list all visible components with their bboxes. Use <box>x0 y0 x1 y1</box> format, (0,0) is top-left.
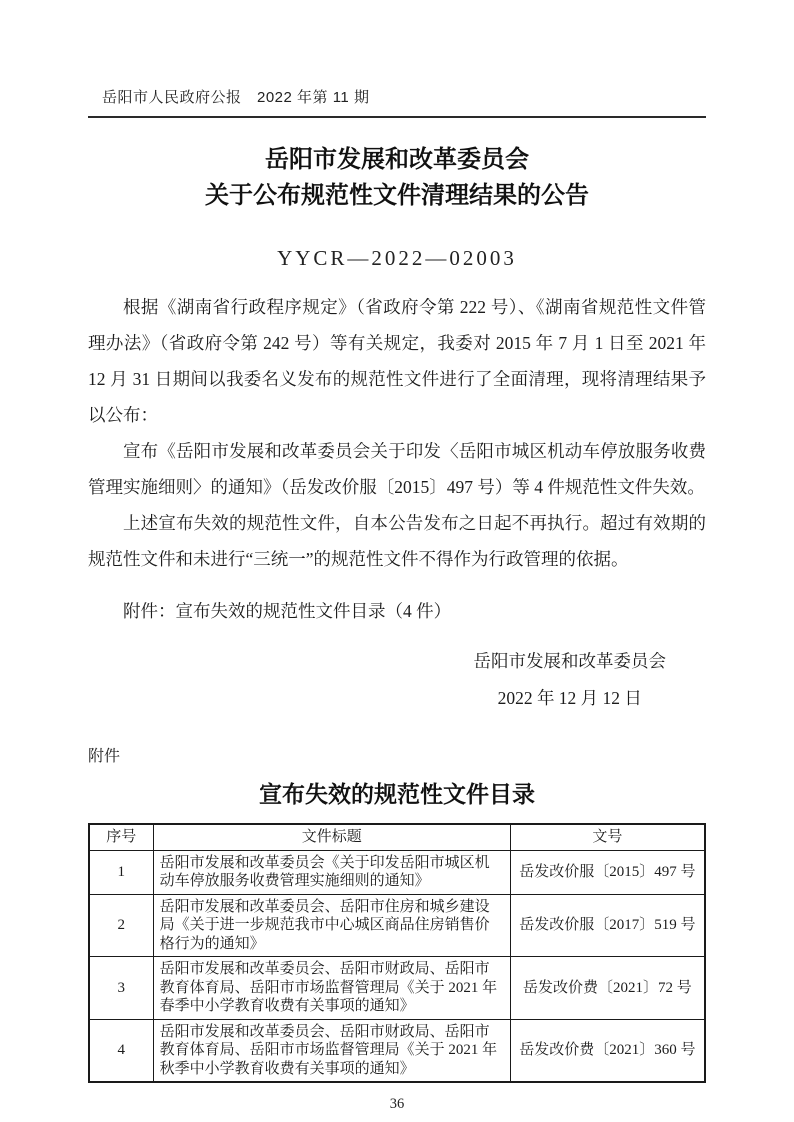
row-file-title: 岳阳市发展和改革委员会、岳阳市财政局、岳阳市教育体育局、岳阳市市场监督管理局《关于 2021 年春季中小学教育收费有关事项的通知》 <box>153 957 510 1020</box>
table-header-index: 序号 <box>89 824 153 850</box>
table-header-file-title: 文件标题 <box>153 824 510 850</box>
signature-block <box>88 643 706 717</box>
signature-organization: 岳阳市发展和改革委员会 <box>473 651 666 671</box>
row-file-title: 岳阳市发展和改革委员会、岳阳市财政局、岳阳市教育体育局、岳阳市市场监督管理局《关于 2021 年秋季中小学教育收费有关事项的通知》 <box>153 1019 510 1082</box>
row-index: 3 <box>89 957 153 1020</box>
row-file-title: 岳阳市发展和改革委员会《关于印发岳阳市城区机动车停放服务收费管理实施细则的通知》 <box>153 850 510 894</box>
table-header-row <box>89 824 705 850</box>
page-number: 36 <box>389 1096 405 1112</box>
table-row <box>89 894 705 957</box>
table-row <box>89 957 705 1020</box>
table-title: 宣布失效的规范性文件目录 <box>259 782 535 807</box>
row-doc-number: 岳发改价服〔2015〕497 号 <box>510 850 705 894</box>
table-row <box>89 1019 705 1082</box>
table-header-doc-number: 文号 <box>510 824 705 850</box>
row-file-title: 岳阳市发展和改革委员会、岳阳市住房和城乡建设局《关于进一步规范我市中心城区商品住房销售价格行为的通知》 <box>153 894 510 957</box>
signature <box>474 643 667 717</box>
row-doc-number: 岳发改价服〔2017〕519 号 <box>510 894 705 957</box>
row-index: 1 <box>89 850 153 894</box>
row-doc-number: 岳发改价费〔2021〕360 号 <box>510 1019 705 1082</box>
body-paragraph-3: 上述宣布失效的规范性文件，自本公告发布之日起不再执行。超过有效期的规范性文件和未进行“三统一”的规范性文件不得作为行政管理的依据。 <box>88 513 706 569</box>
signature-date: 2022 年 12 月 12 日 <box>497 688 642 708</box>
table-row <box>89 850 705 894</box>
masthead <box>88 0 706 118</box>
attachment-note: 附件：宣布失效的规范性文件目录（4 件） <box>123 601 452 621</box>
document-title <box>88 142 706 214</box>
document-title-line-2: 关于公布规范性文件清理结果的公告 <box>205 183 589 209</box>
document-body <box>88 289 706 577</box>
row-index: 2 <box>89 894 153 957</box>
invalid-files-table <box>88 823 706 1083</box>
document-title-line-1: 岳阳市发展和改革委员会 <box>265 147 529 173</box>
attachment-label: 附件 <box>88 748 121 765</box>
body-paragraph-2: 宣布《岳阳市发展和改革委员会关于印发〈岳阳市城区机动车停放服务收费管理实施细则〉的通知》（岳发改价服〔2015〕497 号）等 4 件规范性文件失效。 <box>88 441 706 497</box>
row-doc-number: 岳发改价费〔2021〕72 号 <box>510 957 705 1020</box>
body-paragraph-1: 根据《湖南省行政程序规定》（省政府令第 222 号）、《湖南省规范性文件管理办法》（省政府令第 242 号）等有关规定，我委对 2015 年 7 月 1 日至 2021 年 12 月 31 日期间以我委名义发布的规范性文件进行了全面清理，现将清理结果予以公布： <box>88 297 706 425</box>
masthead-text: 岳阳市人民政府公报 2022 年第 11 期 <box>102 89 370 106</box>
row-index: 4 <box>89 1019 153 1082</box>
document-number: YYCR—2022—02003 <box>277 246 517 270</box>
